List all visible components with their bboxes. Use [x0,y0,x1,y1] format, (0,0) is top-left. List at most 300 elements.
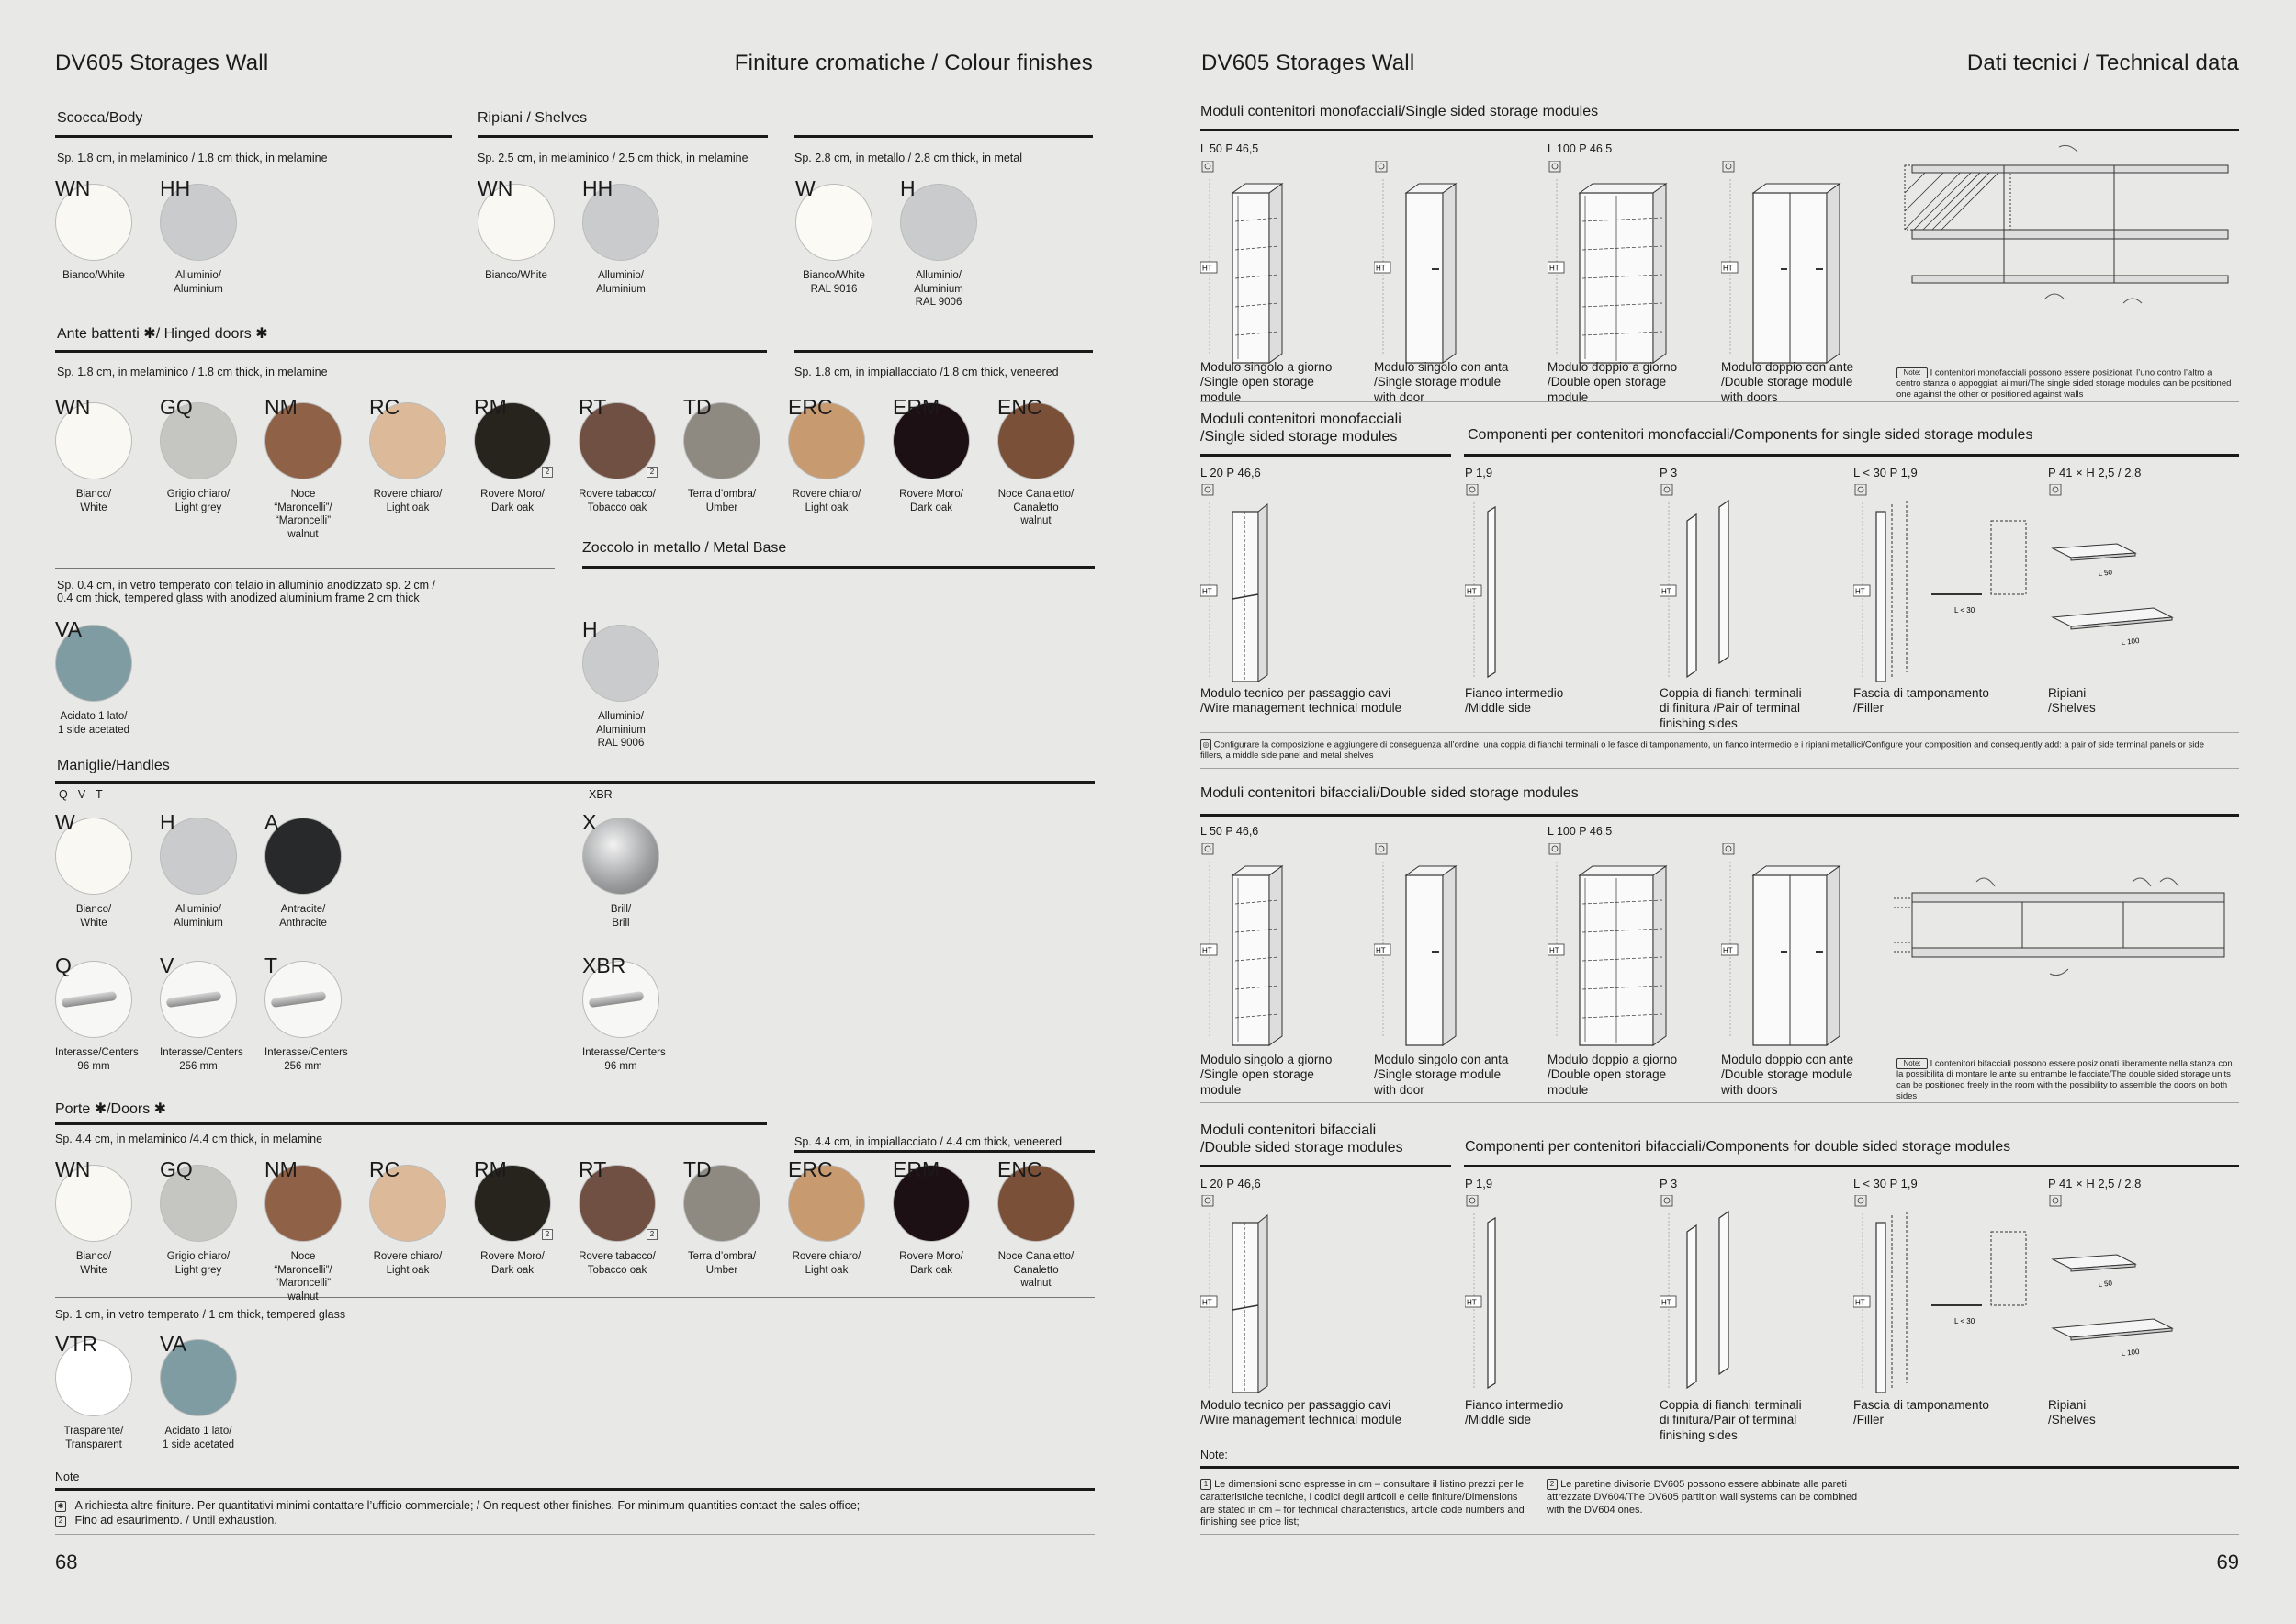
swatch-code: VA [160,1332,186,1356]
glass-frame-spec-line2: 0.4 cm thick, tempered glass with anodized aluminium frame 2 cm thick [57,592,420,604]
swatch-code: GQ [160,395,193,419]
caption-line: Modulo doppio a giorno [1548,360,1678,374]
single-modules-note-text: I contenitori monofacciali possono essere posizionati l’uno contro l’altro a centro stanza o appoggiati ai muri/The single sided storage modules can be positioned one against the other or positioned against walls [1896,367,2232,400]
swatch-label [160,1046,243,1073]
swatch-label [582,1046,666,1073]
body-spec: Sp. 1.8 cm, in melaminico / 1.8 cm thick, in melamine [57,152,328,164]
swatch-enc [997,395,1075,528]
caption-line: Modulo singolo a giorno [1200,1053,1333,1066]
caption-line: module [1200,1082,1242,1097]
divider [1200,454,1451,457]
swatch-label [900,269,977,310]
caption-line: /Filler [1853,701,1884,716]
swatch-label-label1: Alluminio/ [175,904,221,915]
swatch-rc [369,395,446,514]
note-1-text: Le dimensioni sono espresse in cm – consultare il listino prezzi per le caratteristiche tecniche, i codici degli articoli e delle finiture/Dimensions are stated in cm – for technical characteristics, article code numbers and finishing see price list; [1200,1479,1525,1528]
double-components-title: Componenti per contenitori bifacciali/Components for double sided storage modules [1465,1139,2011,1155]
swatch-label [788,1250,865,1277]
section-handles-title: Maniglie/Handles [57,758,170,773]
divider [1200,732,2239,733]
swatch-code: ERM [893,395,940,419]
double_components-component-drawing [1200,1195,1384,1406]
caption-line: module [1200,389,1242,404]
brand-title-left: DV605 Storages Wall [55,51,269,75]
divider [582,566,1095,569]
caption-line: /Double open storage [1548,375,1667,389]
shelf-length-label: L 100 [2121,636,2140,647]
caption-line: /Shelves [2048,1413,2096,1427]
asterisk-icon: ✱ [55,1501,66,1512]
swatch-label [582,710,659,750]
module-caption [2048,686,2096,716]
swatch-label-label1: Rovere Moro/ [899,489,963,500]
swatch-label-label1: Acidato 1 lato/ [164,1426,232,1437]
swatch-code: NM [264,1157,298,1181]
caption-line: /Single open storage [1200,375,1314,389]
swatch-label [997,488,1075,528]
divider [794,350,1093,353]
swatch-label [55,1425,132,1451]
caption-line: Modulo singolo a giorno [1200,360,1333,374]
caption-line: Modulo singolo con anta [1374,360,1509,374]
swatch-label-label1: Bianco/White [485,270,547,281]
swatch-label-label2: Dark oak [909,1264,953,1276]
swatch-h [900,176,977,310]
single-components-left-title-1: Moduli contenitori monofacciali [1200,412,1401,427]
swatch-label [264,1250,342,1304]
caption-line: /Middle side [1465,1413,1532,1427]
hinged-spec-veneered: Sp. 1.8 cm, in impiallacciato /1.8 cm thick, veneered [794,366,1059,378]
swatch-td [683,1157,760,1277]
page-number-left: 68 [55,1551,78,1573]
dimension-label: P 1,9 [1465,466,1493,479]
dimension-label: L 20 P 46,6 [1200,466,1261,479]
swatch-rm [474,395,551,514]
swatch-label [369,1250,446,1277]
double_components-component-drawing [1660,1195,1843,1406]
ht-label: HT [1855,587,1865,596]
swatch-code: HH [582,176,613,200]
swatch-label [55,269,132,283]
double_components-component-drawing [2048,1195,2232,1406]
divider [55,1534,1095,1535]
swatch-label-label1: Noce Canaletto/ [997,1251,1075,1262]
shelves-spec-melamine: Sp. 2.5 cm, in melaminico / 2.5 cm thick, in melamine [478,152,748,164]
swatch-code: XBR [582,953,626,977]
double-modules-note-text: I contenitori bifacciali possono essere posizionati liberamente nella stanza con la possibilità di montare le ante su entrambe le facciate/The double sided storage units can be positioned freely in the room with the possibility to assemble the doors on both sides [1896,1058,2233,1102]
exhaustion-icon: 2 [542,1229,553,1240]
swatch-code: HH [160,176,191,200]
swatch-code: H [900,176,916,200]
swatch-label-label2: Aluminium [174,917,223,929]
ht-label: HT [1467,1298,1477,1307]
caption-line: Fascia di tamponamento [1853,686,1989,700]
filler-length-label: L < 30 [1954,606,1975,615]
swatch-label-label1: Rovere chiaro/ [373,489,443,500]
swatch-label-label2: Aluminium [596,283,646,295]
swatch-code: H [582,617,598,641]
caption-line: Fascia di tamponamento [1853,1398,1989,1412]
divider [55,1122,767,1125]
configure-icon: ◎ [1200,739,1211,750]
swatch-label-label2: Dark oak [490,502,535,513]
swatch-label-label1: Rovere chiaro/ [373,1251,443,1262]
single_components-component-drawing [1853,484,2037,695]
swatch-label-label2: Tobacco oak [587,502,647,513]
swatch-label-label2: Umber [705,1264,738,1276]
note-1-icon: 1 [1200,1479,1211,1490]
swatch-code: A [264,810,279,834]
swatch-label [160,1425,237,1451]
double-layout-plan-diagram [1894,854,2239,992]
swatch-label [160,903,237,930]
single-module-drawing [1548,161,1713,367]
swatch-label [893,488,970,514]
swatch-label-label1: Trasparente/ [63,1426,124,1437]
notes-title: Note: [1200,1449,1228,1461]
swatch-code: WN [55,1157,91,1181]
swatch-label [788,488,865,514]
note-line-1-text: A richiesta altre finiture. Per quantitativi minimi contattare l’ufficio commerciale; / On request other finishes. For minimum quantities contact the sales office; [74,1499,861,1512]
exhaustion-icon: 2 [542,467,553,478]
swatch-code: ENC [997,1157,1042,1181]
ht-label: HT [1549,264,1559,273]
swatch-label-label3: RAL 9006 [597,738,645,750]
swatch-wn [55,1157,132,1277]
page-title-right: Dati tecnici / Technical data [1966,51,2239,75]
doors-spec-veneered: Sp. 4.4 cm, in impiallacciato / 4.4 cm thick, veneered [794,1135,1063,1148]
swatch-label-label1: Grigio chiaro/ [166,489,231,500]
swatch-label-label1: Bianco/ [75,1251,112,1262]
double-module-drawing [1374,843,1539,1050]
double-modules-note [1896,1058,2236,1102]
swatch-wn [478,176,555,283]
swatch-label-label2: “Maroncelli” walnut [275,1278,332,1303]
shelf-length-label: L 50 [2098,568,2113,578]
swatch-code: W [55,810,75,834]
caption-line: Ripiani [2048,686,2087,700]
dimension-label: P 1,9 [1465,1177,1493,1190]
swatch-label-label2: Light oak [805,1264,849,1276]
caption-line: Modulo doppio a giorno [1548,1053,1678,1066]
single-modules-note [1896,367,2236,400]
swatch-erc [788,395,865,514]
page-number-right: 69 [2216,1551,2239,1573]
swatch-rm [474,1157,551,1277]
swatch-label-label2: White [80,502,107,513]
divider [1464,454,2239,457]
swatch-label [369,488,446,514]
swatch-label [579,488,656,514]
swatch-label-label2: RAL 9016 [810,283,858,295]
swatch-label-label2: Brill [612,917,630,929]
swatch-code: RM [474,395,507,419]
dimension-label: L 20 P 46,6 [1200,1177,1261,1190]
module-caption [1721,1053,1853,1098]
swatch-t [264,953,348,1073]
swatch-label [55,710,132,737]
ht-label: HT [1661,1298,1671,1307]
swatch-label-label1: Acidato 1 lato/ [60,711,128,722]
divider [55,135,452,138]
swatch-label-label1: Terra d’ombra/ [687,1251,757,1262]
caption-line: /Single open storage [1200,1067,1314,1082]
swatch-label [55,903,132,930]
caption-line: /Shelves [2048,701,2096,716]
single_components-component-drawing [1660,484,1843,695]
swatch-label-label2: Light oak [386,1264,430,1276]
swatch-label-label1: Interasse/Centers [55,1047,139,1058]
note-1 [1200,1479,1531,1529]
single-components-left-title [1200,412,1401,446]
doors-spec-melamine: Sp. 4.4 cm, in melaminico /4.4 cm thick, in melamine [55,1133,323,1145]
swatch-label-label1: Rovere tabacco/ [579,1251,656,1262]
ht-label: HT [1202,264,1212,273]
divider [1200,1534,2239,1535]
ht-label: HT [1202,946,1212,955]
swatch-hh [582,176,659,296]
section-doors-title: Porte ✱/Doors ✱ [55,1101,167,1117]
shelves-spec-metal: Sp. 2.8 cm, in metallo / 2.8 cm thick, in metal [794,152,1023,164]
caption-line: Modulo tecnico per passaggio cavi [1200,686,1391,700]
swatch-label-label1: Brill/ [610,904,632,915]
single-dim-l100: L 100 P 46,5 [1548,142,1613,155]
swatch-label-label1: Antracite/ [280,904,326,915]
swatch-label [474,1250,551,1277]
swatch-x [582,810,659,930]
swatch-label-label1: Rovere Moro/ [480,489,545,500]
caption-line: module [1548,389,1589,404]
swatch-vtr [55,1332,132,1451]
swatch-label [478,269,555,283]
caption-line: with door [1374,389,1424,404]
swatch-code: Q [55,953,72,977]
swatch-code: ERM [893,1157,940,1181]
swatch-code: RT [579,395,607,419]
section-hinged-title: Ante battenti ✱/ Hinged doors ✱ [57,326,268,342]
caption-line: /Single storage module [1374,375,1502,389]
configure-footnote-text: Configurare la composizione e aggiungere di conseguenza all’ordine: una coppia di fianchi terminali o le fasce di tamponamento, un fianco intermedio e i ripiani metallici/Configure your composition and consequently add: a pair of side terminal panels or side fillers, a middle side panel and metal shelves [1200,739,2204,761]
swatch-code: ERC [788,1157,833,1181]
swatch-nm [264,1157,342,1304]
caption-line: Fianco intermedio [1465,686,1564,700]
swatch-code: T [264,953,278,977]
swatch-label-label1: Rovere Moro/ [899,1251,963,1262]
swatch-label-label2: Light grey [174,1264,222,1276]
double-components-left-title-1: Moduli contenitori bifacciali [1200,1122,1377,1138]
swatch-label [683,1250,760,1277]
note-line-2 [55,1514,277,1527]
single-module-drawing [1374,161,1539,367]
swatch-label-label2: 1 side acetated [57,724,129,736]
swatch-label-label3: RAL 9006 [915,297,962,309]
single_components-component-drawing [1200,484,1384,695]
swatch-erm [893,395,970,514]
swatch-label-label2: “Maroncelli” walnut [275,515,332,541]
swatch-erc [788,1157,865,1277]
note-title: Note [55,1471,80,1483]
swatch-td [683,395,760,514]
ht-label: HT [1202,1298,1212,1307]
swatch-label-label1: Interasse/Centers [264,1047,348,1058]
swatch-label [997,1250,1075,1291]
glass-frame-spec [57,579,435,604]
swatch-code: RC [369,395,400,419]
swatch-label-label2: 1 side acetated [162,1438,234,1450]
divider [1200,401,2239,402]
swatch-label-label1: Noce Canaletto/ [997,489,1075,500]
note-2 [1547,1479,1877,1517]
module-caption [1374,360,1508,405]
dimension-label: P 41 × H 2,5 / 2,8 [2048,466,2142,479]
module-caption [1200,1053,1332,1098]
shelf-length-label: L 50 [2098,1279,2113,1289]
ht-label: HT [1202,587,1212,596]
single-module-drawing [1200,161,1366,367]
note-2-text: Le paretine divisorie DV605 possono essere abbinate alle pareti attrezzate DV604/The DV605 partition wall systems can be combined with the DV604 ones. [1547,1479,1858,1516]
swatch-label-label1: Rovere tabacco/ [579,489,656,500]
swatch-code: H [160,810,175,834]
swatch-rt [579,1157,656,1277]
swatch-code: X [582,810,597,834]
handle-profile-icon [589,991,645,1008]
note-line-1 [55,1499,860,1512]
swatch-w [55,810,132,930]
swatch-label-label1: Bianco/White [62,270,125,281]
page-title-left: Finiture cromatiche / Colour finishes [734,51,1093,75]
swatch-label-label2: Dark oak [909,502,953,513]
divider [794,135,1093,138]
double_components-component-drawing [1465,1195,1649,1406]
swatch-label [264,488,342,542]
caption-line: /Wire management technical module [1200,701,1402,716]
swatch-label-label1: Grigio chiaro/ [166,1251,231,1262]
divider [1464,1165,2239,1167]
single-module-drawing [1721,161,1886,367]
caption-line: Coppia di fianchi terminali [1660,1398,1802,1412]
module-caption [2048,1398,2096,1428]
single-components-title: Componenti per contenitori monofacciali/Components for single sided storage modules [1468,427,2033,443]
swatch-label-label2: 256 mm [179,1060,218,1072]
brand-title-right: DV605 Storages Wall [1201,51,1415,75]
swatch-label [55,1250,132,1277]
caption-line: /Filler [1853,1413,1884,1427]
swatch-label-label2: Umber [705,502,738,513]
swatch-label-label2: Light grey [174,502,222,513]
caption-line: Modulo tecnico per passaggio cavi [1200,1398,1391,1412]
swatch-code: ERC [788,395,833,419]
swatch-label-label2: Transparent [65,1438,122,1450]
swatch-code: ENC [997,395,1042,419]
section-shelves-title: Ripiani / Shelves [478,110,588,126]
caption-line: Modulo doppio con ante [1721,360,1854,374]
note-2-icon: 2 [1547,1479,1558,1490]
tempered-spec: Sp. 1 cm, in vetro temperato / 1 cm thick, tempered glass [55,1308,346,1321]
swatch-label-label2: White [80,917,107,929]
caption-line: finishing sides [1660,1427,1738,1442]
section-base-title: Zoccolo in metallo / Metal Base [582,540,787,556]
caption-line: /Double storage module [1721,375,1853,389]
divider [55,350,767,353]
shelf-length-label: L 100 [2121,1347,2140,1358]
exhaustion-icon: 2 [647,1229,658,1240]
divider [1200,1102,2239,1103]
swatch-label [55,488,132,514]
divider [794,1150,1095,1153]
swatch-label [160,488,237,514]
swatch-label [264,903,342,930]
caption-line: di finitura/Pair of terminal [1660,1413,1797,1427]
double-dim-l50: L 50 P 46,6 [1200,825,1259,838]
swatch-label [579,1250,656,1277]
swatch-code: RT [579,1157,607,1181]
swatch-label-label2: Canaletto walnut [1013,502,1059,527]
swatch-a [264,810,342,930]
caption-line: /Wire management technical module [1200,1413,1402,1427]
swatch-label [582,903,659,930]
exhaustion-icon: 2 [55,1516,66,1527]
ht-label: HT [1723,264,1733,273]
double-components-left-title [1200,1122,1403,1157]
caption-line: /Middle side [1465,701,1532,716]
ht-label: HT [1723,946,1733,955]
double-module-drawing [1721,843,1886,1050]
ht-label: HT [1549,946,1559,955]
caption-line: finishing sides [1660,716,1738,730]
swatch-code: GQ [160,1157,193,1181]
swatch-label [160,1250,237,1277]
divider [55,1488,1095,1491]
handles-group-qvt: Q - V - T [59,788,103,801]
handles-group-xbr: XBR [589,788,613,801]
divider [1200,1165,1451,1167]
swatch-label [264,1046,348,1073]
caption-line: di finitura /Pair of terminal [1660,701,1801,716]
swatch-code: VTR [55,1332,97,1356]
swatch-label [160,269,237,296]
divider [1200,129,2239,131]
swatch-label-label2: Tobacco oak [587,1264,647,1276]
module-caption [1660,1398,1802,1443]
section-body-title: Scocca/Body [57,110,143,126]
swatch-label [582,269,659,296]
caption-line: Ripiani [2048,1398,2087,1412]
module-caption [1721,360,1853,405]
note-line-2-text: Fino ad esaurimento. / Until exhaustion. [74,1514,277,1527]
ht-label: HT [1376,946,1386,955]
exhaustion-icon: 2 [647,467,658,478]
swatch-label-label1: Noce “Maroncelli”/ [274,489,332,513]
swatch-rc [369,1157,446,1277]
swatch-q [55,953,139,1073]
swatch-code: RC [369,1157,400,1181]
swatch-label-label1: Alluminio/ [175,270,221,281]
single-layout-plan-diagram [1894,138,2239,321]
ht-label: HT [1376,264,1386,273]
swatch-label [55,1046,139,1073]
swatch-label-label2: Light oak [386,502,430,513]
module-caption [1548,1053,1677,1098]
swatch-label [474,488,551,514]
single-components-left-title-2: /Single sided storage modules [1200,428,1398,445]
module-caption [1465,686,1563,716]
right-page [1148,0,2296,1624]
swatch-label-label2: Dark oak [490,1264,535,1276]
caption-line: with doors [1721,389,1778,404]
double-module-drawing [1548,843,1713,1050]
double-modules-title: Moduli contenitori bifacciali/Double sided storage modules [1200,785,1579,801]
caption-line: Fianco intermedio [1465,1398,1564,1412]
